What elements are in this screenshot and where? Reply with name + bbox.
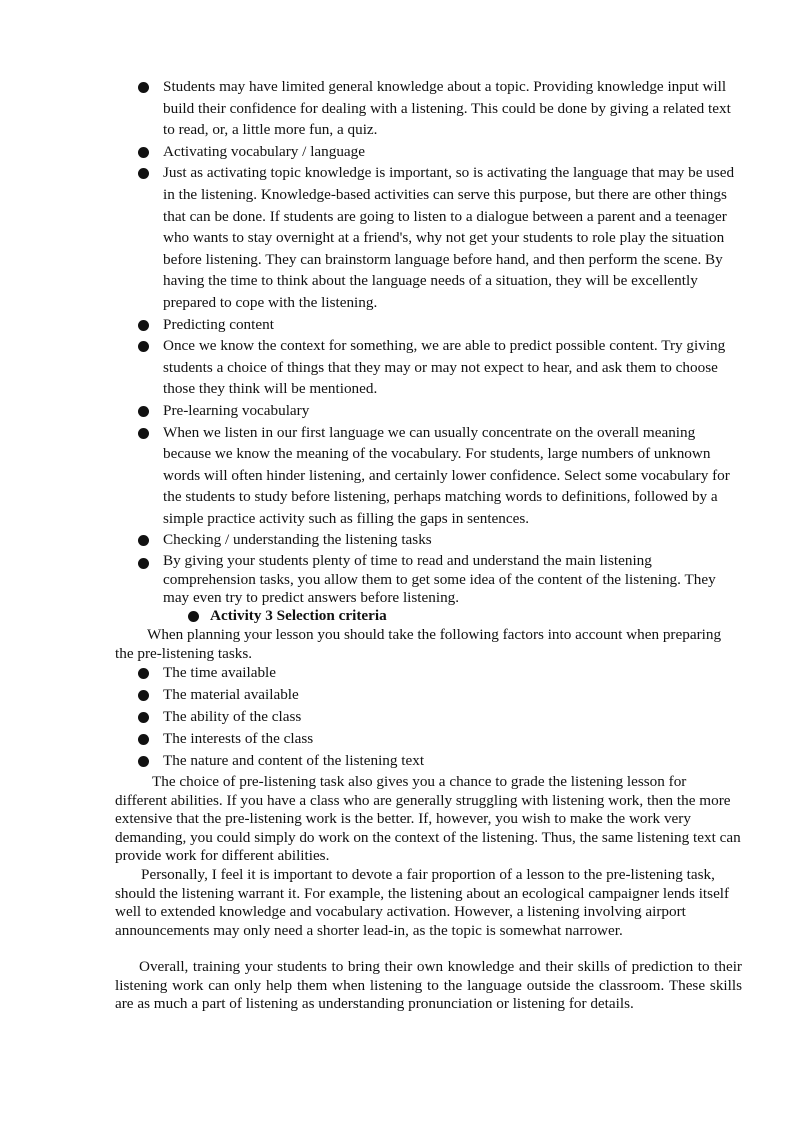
list-item: The ability of the class	[0, 706, 800, 728]
activity-heading: Activity 3 Selection criteria	[188, 606, 770, 626]
list-item: Checking / understanding the listening tasks	[0, 529, 800, 551]
paragraph-grading: The choice of pre-listening task also gives you a chance to grade the listening lesson for different abilities. If you have a class who are generally struggling with listening work, then the more extensive that the pre-listening work is the better. If, however, you wish to make the work very demanding, you could simply do work on the context of the listening. Thus, the same listening text can provide work for different abilities.	[115, 773, 741, 864]
list-item: Just as activating topic knowledge is important, so is activating the language that may be used in the listening. Knowledge-based activities can serve this purpose, but there are other things that can be done. If students are going to listen to a dialogue between a parent and a teenager who wants to stay overnight at a friend's, why not get your students to role play the situation before listening. They can brainstorm language before hand, and then perform the scene. By having the time to think about the language needs of a situation, they will be excellently prepared to cope with the listening.	[0, 162, 800, 313]
list-item: The interests of the class	[0, 728, 800, 750]
list-item: Activating vocabulary / language	[0, 141, 800, 163]
pre-listening-activities-list	[0, 76, 800, 608]
paragraph-proportion: Personally, I feel it is important to devote a fair proportion of a lesson to the pre-listening task, should the listening warrant it. For example, the listening about an ecological campaigner lends itself well to extended knowledge and vocabulary activation. However, a listening involving airport announcements may only need a shorter lead-in, as the topic is somewhat narrower.	[115, 866, 730, 939]
intro-paragraph: When planning your lesson you should take the following factors into account when preparing the pre-listening tasks.	[115, 626, 722, 662]
paragraph-overall: Overall, training your students to bring their own knowledge and their skills of prediction to their listening work can only help them when listening to the language outside the classroom. These skills are as much a part of listening as understanding pronunciation or listening for details.	[115, 958, 742, 1012]
list-item: Pre-learning vocabulary	[0, 400, 800, 422]
selection-criteria-list	[0, 662, 800, 772]
list-item: Predicting content	[0, 314, 800, 336]
list-item: The material available	[0, 684, 800, 706]
list-item: The nature and content of the listening text	[0, 750, 800, 772]
list-item: By giving your students plenty of time to read and understand the main listening comprehension tasks, you allow them to get some idea of the content of the listening. They may even try to predict answers before listening.	[0, 552, 800, 608]
list-item: Once we know the context for something, we are able to predict possible content. Try giving students a choice of things that they may or may not expect to hear, and ask them to choose those they think will be mentioned.	[0, 335, 800, 400]
list-item: The time available	[0, 662, 800, 684]
list-item: When we listen in our first language we can usually concentrate on the overall meaning because we know the meaning of the vocabulary. For students, large numbers of unknown words will often hinder listening, and certainly lower confidence. Select some vocabulary for the students to study before listening, perhaps matching words to definitions, followed by a simple practice activity such as filling the gaps in sentences.	[0, 422, 800, 530]
list-item: Students may have limited general knowledge about a topic. Providing knowledge input will build their confidence for dealing with a listening. This could be done by giving a related text to read, or, a little more fun, a quiz.	[0, 76, 800, 141]
